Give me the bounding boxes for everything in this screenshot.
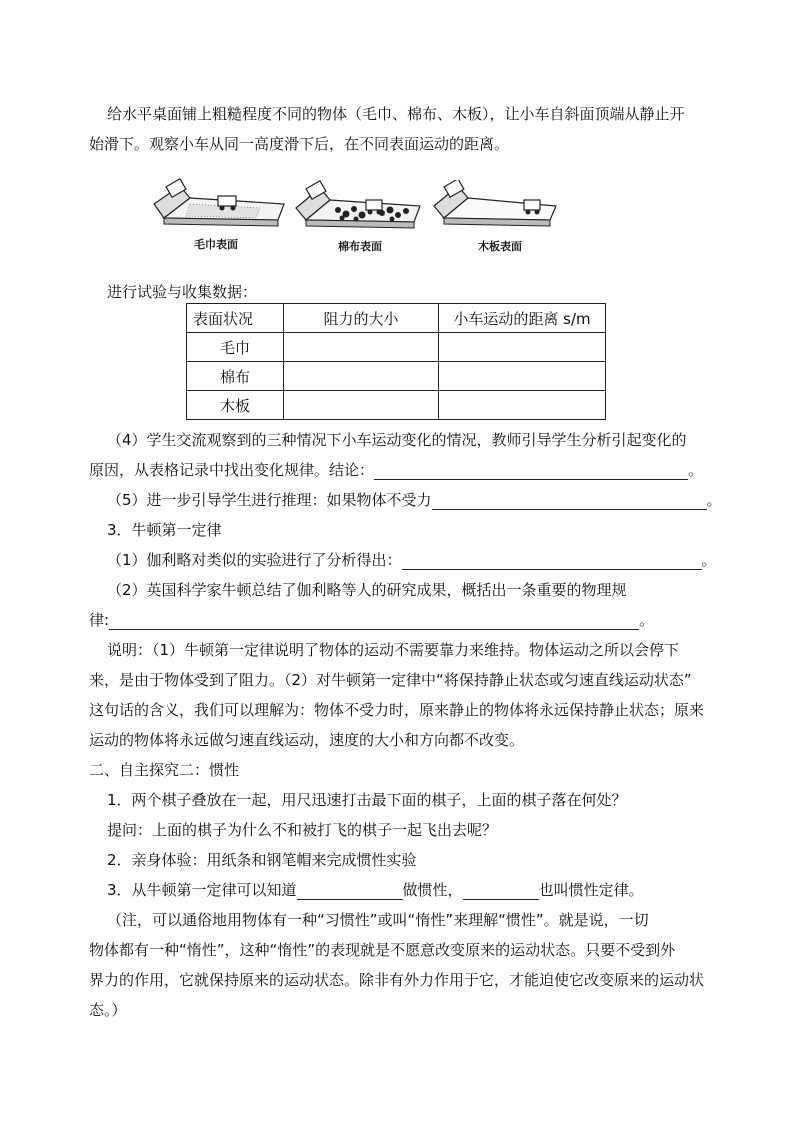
figure-label-wood: 木板表面 (478, 240, 522, 253)
q3-prefix: 3．从牛顿第一定律可以知道 (107, 881, 297, 899)
figure-wood-surface (430, 180, 562, 260)
newton1-prefix: （1）伽利略对类似的实验进行了分析得出： (107, 551, 402, 569)
note-line-1: （注，可以通俗地用物体有一种“习惯性”或叫“惰性”来理解“惯性”。就是说，一切 (107, 911, 649, 929)
table-header: 表面状况 (187, 304, 284, 333)
intro-line-1: 给水平桌面铺上粗糙程度不同的物体（毛巾、棉布、木板），让小车自斜面顶端从静止开 (107, 105, 685, 123)
question-1: 1．两个棋子叠放在一起，用尺迅速打击最下面的棋子，上面的棋子落在何处？ (107, 791, 627, 809)
cotton-incline-illustration (292, 180, 424, 236)
question-1-ask: 提问：上面的棋子为什么不和被打飞的棋子一起飞出去呢？ (107, 821, 498, 839)
collect-title: 进行试验与收集数据： (107, 283, 258, 301)
table-cell-empty[interactable] (439, 333, 606, 362)
wood-incline-illustration (430, 180, 562, 236)
newton2-line-1: （2）英国科学家牛顿总结了伽利略等人的研究成果，概括出一条重要的物理规 (107, 581, 627, 599)
towel-incline-illustration (150, 174, 290, 234)
table-cell-empty[interactable] (439, 391, 606, 420)
data-table (186, 303, 606, 420)
explain-line-3: 这句话的含义，我们可以理解为：物体不受力时，原来静止的物体将永远保持静止状态；原来 (89, 701, 705, 719)
galileo-blank[interactable] (402, 552, 702, 570)
explain-line-2: 来，是由于物体受到了阻力。（2）对牛顿第一定律中“将保持静止状态或匀速直线运动状态” (89, 671, 692, 689)
table-header: 小车运动的距离 s/m (439, 304, 606, 333)
newton1-suffix: 。 (701, 551, 717, 569)
table-header: 阻力的大小 (284, 304, 439, 333)
note-line-4: 态。） (89, 1001, 127, 1019)
q3-middle: 做惯性， (402, 881, 463, 899)
table-cell-empty[interactable] (284, 391, 439, 420)
explain-line-4: 运动的物体将永远做匀速直线运动，速度的大小和方向都不改变。 (89, 731, 525, 749)
question-3 (107, 880, 644, 900)
newton-heading: 3．牛顿第一定律 (107, 521, 222, 539)
para5-suffix: 。 (706, 491, 722, 509)
table-row (187, 333, 606, 362)
inertia-blank-1[interactable] (297, 882, 403, 900)
para4-suffix: 。 (688, 461, 704, 479)
note-line-2: 物体都有一种“惰性”，这种“惰性”的表现就是不愿意改变原来的运动状态。只要不受到外 (89, 941, 676, 959)
table-header-row (187, 304, 606, 333)
table-cell-empty[interactable] (439, 362, 606, 391)
para4-prefix: 原因，从表格记录中找出变化规律。结论： (89, 461, 375, 479)
para4-line-1: （4）学生交流观察到的三种情况下小车运动变化的情况，教师引导学生分析引起变化的 (107, 431, 687, 449)
question-2: 2．亲身体验：用纸条和钢笔帽来完成惯性实验 (107, 851, 417, 869)
para5-line (107, 490, 722, 510)
table-cell-surface: 棉布 (187, 362, 284, 391)
conclusion-blank[interactable] (374, 462, 688, 480)
figure-label-towel: 毛巾表面 (194, 238, 238, 251)
section2-heading: 二、自主探究二：惯性 (89, 761, 240, 779)
table-row (187, 391, 606, 420)
note-line-3: 界力的作用，它就保持原来的运动状态。除非有外力作用于它，才能迫使它改变原来的运动状 (89, 971, 705, 989)
figure-label-cotton: 棉布表面 (338, 240, 382, 253)
table-cell-surface: 毛巾 (187, 333, 284, 362)
inertia-blank-2[interactable] (463, 882, 539, 900)
law-blank[interactable] (109, 612, 639, 630)
inference-blank[interactable] (432, 492, 707, 510)
table-cell-surface: 木板 (187, 391, 284, 420)
figure-towel-surface (150, 174, 290, 254)
table-cell-empty[interactable] (284, 362, 439, 391)
table-row (187, 362, 606, 391)
para5-prefix: （5）进一步引导学生进行推理：如果物体不受力 (107, 491, 432, 509)
intro-line-2: 始滑下。观察小车从同一高度滑下后，在不同表面运动的距离。 (89, 135, 510, 153)
q3-suffix: 也叫惯性定律。 (538, 881, 644, 899)
explain-line-1: 说明：（1）牛顿第一定律说明了物体的运动不需要靠力来维持。物体运动之所以会停下 (107, 641, 680, 659)
table-cell-empty[interactable] (284, 333, 439, 362)
newton1-line (107, 550, 717, 570)
para4-line-2 (89, 460, 703, 480)
figure-cotton-surface (292, 180, 424, 260)
newton2-suffix: 。 (639, 611, 655, 629)
newton2-prefix: 律: (89, 611, 110, 629)
newton2-line-2 (89, 610, 654, 630)
